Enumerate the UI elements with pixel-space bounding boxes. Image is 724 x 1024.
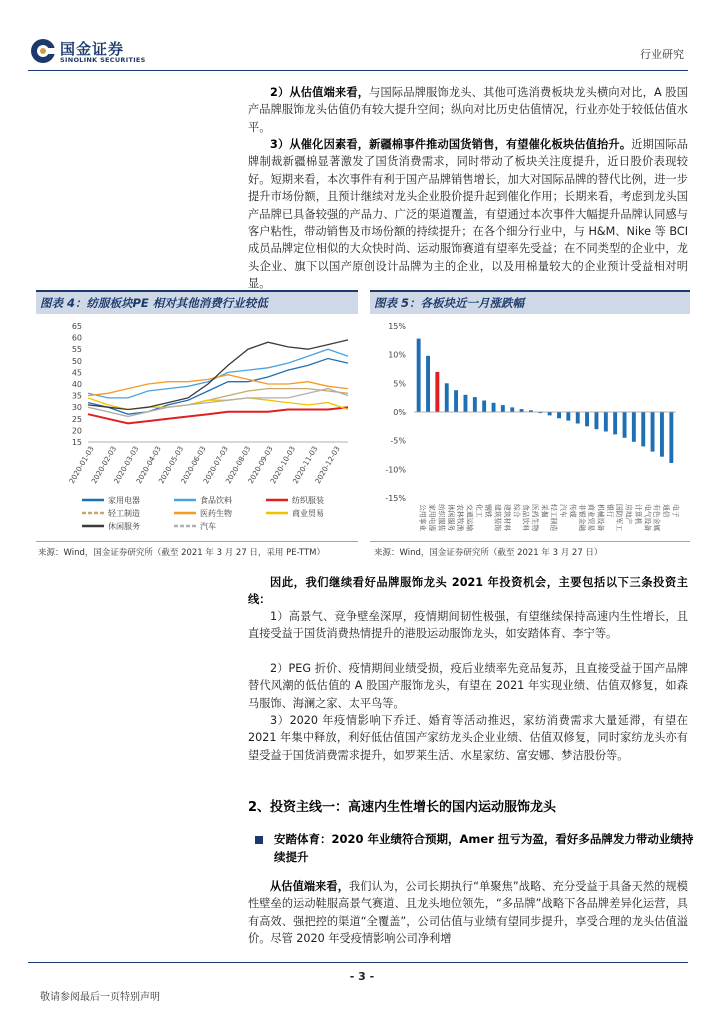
bar (501, 405, 505, 412)
page-number: - 3 - (349, 970, 375, 983)
logo-name-en: SINOLINK SECURITIES (60, 56, 146, 64)
y-tick-label: 65 (71, 322, 82, 331)
x-tick-label: 化工 (474, 504, 483, 518)
x-tick-label: 轻工制造 (549, 504, 558, 532)
x-tick-label: 2020-09-03 (245, 444, 275, 486)
x-tick-label: 2020-12-03 (313, 444, 342, 486)
bar (632, 412, 636, 442)
x-tick-label: 食品饮料 (521, 504, 530, 532)
x-tick-label: 2020-07-03 (201, 444, 230, 486)
x-tick-label: 建筑材料 (502, 504, 511, 532)
x-tick-label: 通信 (661, 504, 670, 518)
bar (454, 390, 458, 412)
paragraph-text: 近期国际品牌制裁新疆棉显著激发了国货消费需求，同时带动了板块关注度提升，近日股价表现较好。短期来看，本次事件有利于国产品牌销售增长，加大对国际品牌的替代比例，进一步提升市场份额，且预计继续对龙头企业股价提升起到催化作用；长期来看，考虑到龙头国产品牌已具备较强的产品力、广泛的渠道覆盖，有望通过本次事件大幅提升品牌认同感与客户粘性，带动销售及市场份额的持续提升；在各个细分行业中，与 H&M、Nike 等 BCI 成员品牌定位相似的大众快时尚、运动服饰赛道有望率先受益；在不同类型的企业中，龙头企业、旗下以国产原创设计品牌为主的企业，以及用棉量较大的企业预计受益相对明显。 (248, 138, 688, 291)
bar (482, 401, 486, 413)
x-tick-label: 农林牧渔 (456, 504, 465, 532)
x-tick-label: 2020-06-03 (178, 444, 208, 486)
footer-disclaimer: 敬请参阅最后一页特别声明 (40, 992, 160, 1003)
paragraph-mainline-2: 2）PEG 折价、疫情期间业绩受损，疫后业绩率先竞品复苏，且直接受益于国产品牌替代风潮的低估值的 A 股国产服饰龙头，有望在 2021 年实现业绩、估值双修复，如森马服饰、海澜之家、太平鸟等。 (248, 662, 688, 710)
paragraph-valuation (248, 84, 688, 136)
legend-label: 家用电器 (108, 496, 140, 505)
bar (492, 403, 496, 412)
paragraph-lead: 因此，我们继续看好品牌服饰龙头 2021 年投资机会，主要包括以下三条投资主线： (248, 576, 688, 607)
legend-label: 轻工制造 (108, 509, 140, 518)
x-tick-label: 医药生物 (530, 504, 539, 532)
x-tick-label: 建筑装饰 (493, 504, 502, 532)
figure5-source: 来源：Wind，国金证券研究所（截至 2021 年 3 月 27 日） (374, 548, 603, 558)
paragraph-lead: 2）从估值端来看， (270, 86, 370, 99)
bar (445, 383, 449, 412)
bar (557, 412, 561, 418)
x-tick-label: 综合 (512, 504, 521, 518)
footer-divider (28, 962, 688, 963)
x-tick-label: 2020-11-03 (290, 444, 320, 486)
y-tick-label: -10% (385, 465, 406, 475)
x-tick-label: 2020-03-03 (111, 444, 141, 486)
x-tick-label: 2020-04-03 (134, 444, 163, 486)
paragraph-anta-valuation (248, 878, 688, 948)
bar (641, 412, 645, 446)
x-tick-label: 国防军工 (615, 504, 624, 532)
bar (520, 409, 524, 412)
bar (576, 412, 580, 424)
bar (595, 412, 599, 429)
x-tick-label: 非银金融 (577, 504, 586, 532)
x-tick-label: 房地产 (624, 504, 633, 525)
y-tick-label: 20 (71, 426, 82, 436)
paragraph-lead: 从估值端来看， (270, 880, 350, 893)
x-tick-label: 公用事业 (418, 504, 427, 532)
paragraph-mainline-1: 1）高景气、竞争壁垒深厚，疫情期间韧性极强，有望继续保持高速内生性增长，且直接受益于国货消费热情提升的港股运动服饰龙头，如安踏体育、李宁等。 (248, 610, 688, 641)
bar (604, 412, 608, 432)
figure5-bar-chart (370, 316, 690, 540)
x-tick-label: 商业贸易 (587, 504, 596, 532)
legend-label: 食品饮料 (200, 496, 232, 505)
company-logo-icon (30, 38, 56, 64)
bar (435, 372, 439, 412)
x-tick-label: 汽车 (559, 504, 568, 518)
x-tick-label: 机械设备 (596, 504, 605, 532)
y-tick-label: 25 (71, 414, 82, 424)
figure5-caption: 图表 5：各板块近一月涨跌幅 (374, 296, 525, 310)
paragraph-text: 与国际品牌服饰龙头、其他可选消费板块龙头横向对比，A 股国产品牌服饰龙头估值仍有较大提升空间；纵向对比历史估值情况，行业亦处于较低估值水平。 (248, 86, 688, 134)
legend-label: 汽车 (200, 522, 216, 531)
bar (510, 407, 514, 412)
y-tick-label: 45 (71, 368, 82, 378)
x-tick-label: 休闲服务 (446, 504, 455, 532)
bar (426, 356, 430, 412)
legend-label: 纺织服装 (292, 496, 324, 505)
x-tick-label: 电子 (671, 504, 680, 518)
x-tick-label: 钢铁 (484, 504, 493, 518)
y-tick-label: 40 (71, 380, 82, 389)
x-tick-label: 纺织服装 (437, 504, 446, 532)
x-tick-label: 采掘 (540, 504, 549, 518)
x-tick-label: 2020-02-03 (89, 444, 119, 486)
x-tick-label: 2020-08-03 (223, 444, 253, 486)
paragraph-text: 我们认为，公司长期执行“单聚焦”战略、充分受益于具备天然的规模性壁垒的运动鞋服高景气赛道、且龙头地位领先，“多品牌”战略下各品牌差异化运营，具有高效、强把控的渠道“全覆盖”，公司估值与业绩有望同步提升，享受合理的龙头估值溢价。尽管 2020 年受疫情影响公司净利增 (248, 880, 688, 946)
bar (417, 339, 421, 412)
paragraph-catalyst (248, 136, 688, 293)
series-line (88, 398, 348, 410)
bar (669, 412, 673, 463)
y-tick-label: 15% (388, 322, 406, 331)
logo-name-cn: 国金证券 (60, 40, 125, 58)
header-divider (28, 70, 688, 71)
series-line (88, 340, 348, 410)
x-tick-label: 2020-10-03 (268, 444, 298, 486)
bar (566, 412, 570, 421)
y-tick-label: 15 (71, 438, 82, 447)
y-tick-label: 30 (71, 403, 82, 413)
figure4-divider (36, 541, 358, 542)
x-tick-label: 2020-01-03 (67, 444, 96, 486)
x-tick-label: 计算机 (633, 504, 642, 525)
series-line (88, 359, 348, 415)
x-tick-label: 家用电器 (428, 504, 437, 532)
y-tick-label: 60 (71, 333, 82, 343)
bullet-square-icon (255, 836, 263, 844)
y-tick-label: 35 (71, 391, 82, 401)
x-tick-label: 电气设备 (643, 504, 652, 532)
y-tick-label: 5% (393, 379, 406, 389)
bar (548, 412, 552, 415)
y-tick-label: -15% (385, 494, 406, 503)
paragraph-summary (248, 574, 688, 609)
paragraph-mainline-3: 3）2020 年疫情影响下乔迁、婚育等活动推迟，家纺消费需求大量延滞，有望在 2021 年集中释放，利好低估值国产家纺龙头企业业绩、估值双修复，同时家纺龙头亦有望受益于国货消费需求提升，如罗莱生活、水星家纺、富安娜、梦洁股份等。 (248, 714, 688, 762)
legend-label: 医药生物 (200, 509, 232, 518)
bar (473, 397, 477, 412)
bar (585, 412, 589, 426)
x-tick-label: 传媒 (568, 504, 577, 518)
figure4-source: 来源：Wind，国金证券研究所（截至 2021 年 3 月 27 日，采用 PE-TTM） (38, 548, 325, 558)
bar (464, 395, 468, 412)
legend-label: 休闲服务 (108, 522, 140, 531)
x-tick-label: 有色金属 (652, 504, 661, 532)
section-label: 行业研究 (640, 48, 684, 61)
figure4-caption: 图表 4：纺服板块PE 相对其他消费行业较低 (40, 296, 268, 310)
y-tick-label: 10% (388, 350, 406, 360)
bar (623, 412, 627, 438)
y-tick-label: 0% (393, 408, 406, 417)
legend-label: 商业贸易 (292, 509, 324, 518)
series-line (88, 349, 348, 398)
x-tick-label: 2020-05-03 (156, 444, 186, 486)
y-tick-label: 55 (71, 345, 82, 355)
x-tick-label: 交通运输 (465, 504, 474, 532)
section-heading: 2、投资主线一：高速内生性增长的国内运动服饰龙头 (248, 800, 557, 815)
y-tick-label: 50 (71, 356, 82, 366)
subsection-heading: 安踏体育：2020 年业绩符合预期，Amer 扭亏为盈，看好多品牌发力带动业绩持续提升 (274, 832, 694, 864)
figure4-line-chart (36, 316, 358, 540)
x-tick-label: 银行 (605, 504, 614, 518)
bar (651, 412, 655, 452)
bar (660, 412, 664, 457)
y-tick-label: -5% (390, 436, 406, 446)
figure5-divider (370, 541, 690, 542)
paragraph-lead: 3）从催化因素看，新疆棉事件推动国货销售，有望催化板块估值抬升。 (270, 138, 632, 151)
bar (613, 412, 617, 434)
